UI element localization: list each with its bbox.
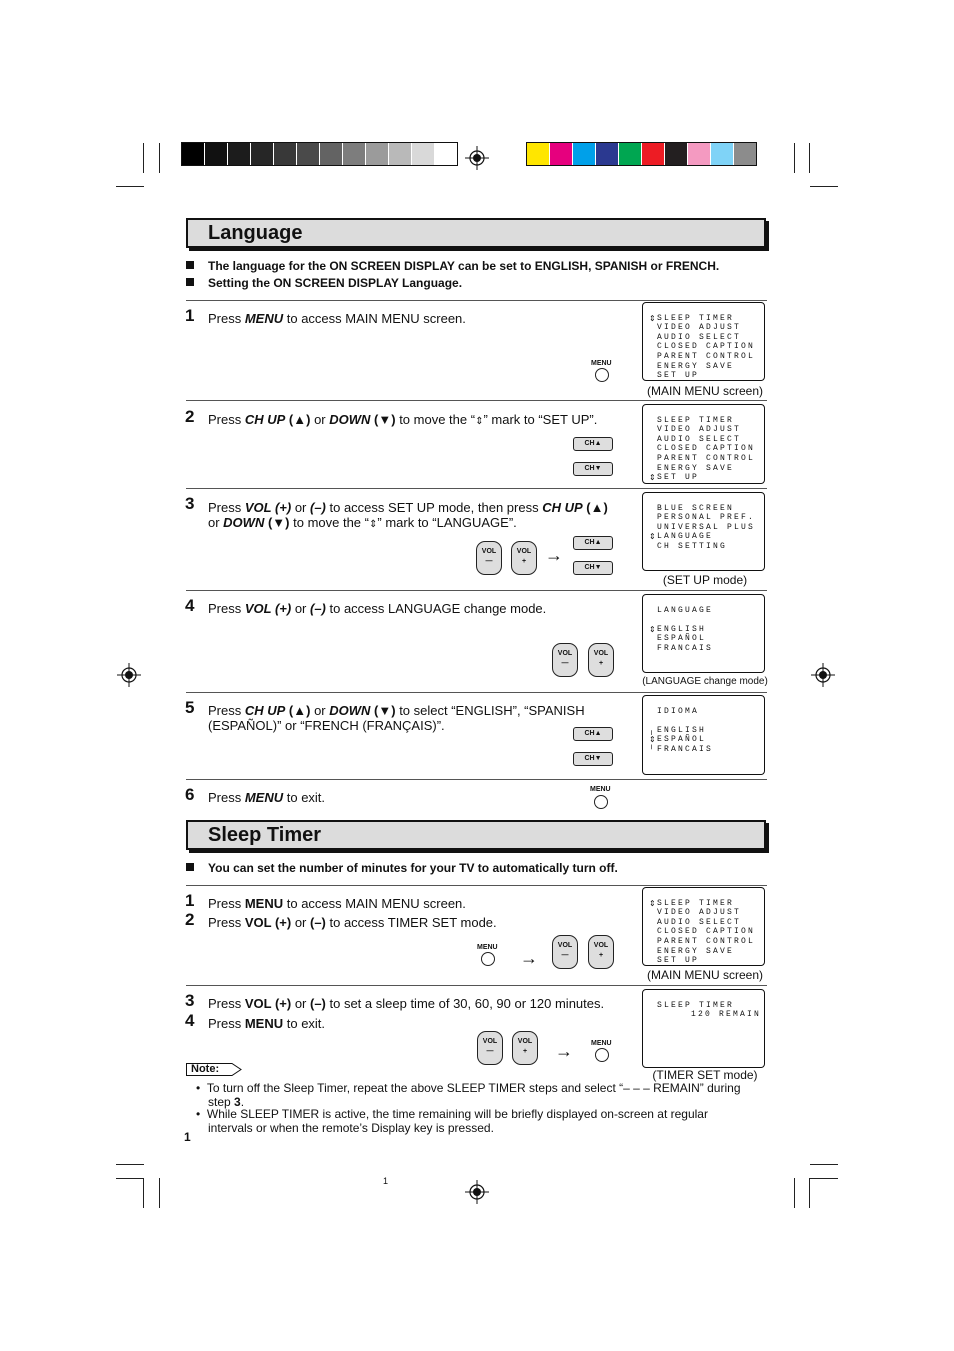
menu-button-label: MENU [590,786,611,793]
updown-mark-icon: ⇕ [649,899,656,908]
step-number: 3 [185,494,195,513]
gray-swatch-0 [182,143,205,165]
color-swatch-4 [619,143,642,165]
step-text: Press MENU to access MAIN MENU screen. [208,311,466,326]
step-text-line2: (ESPAÑOL)” or “FRENCH (FRANÇAIS)”. [208,718,445,733]
gray-swatch-10 [412,143,435,165]
divider [186,488,767,489]
menu-button[interactable] [481,952,495,966]
ch-down-button[interactable]: CH▼ [573,752,613,766]
language-change-screen: LANGUAGE ⇕ ENGLISH ESPAÑOL FRANCAIS [642,594,765,673]
screen-caption: (TIMER SET mode) [652,1068,758,1082]
step-number: 1 [185,306,195,325]
registration-mark-icon [465,146,489,170]
main-menu-screen-setup: SLEEP TIMER VIDEO ADJUST AUDIO SELECT CLOSED CAPTION PARENT CONTROL ENERGY SAVE ⇕ SET UP [642,404,765,484]
updown-mark-icon: ⇕ [649,735,656,744]
gray-swatch-8 [366,143,389,165]
gray-swatch-5 [297,143,320,165]
vol-plus-button[interactable]: VOL + [588,643,614,677]
note-label: Note: [191,1063,220,1075]
menu-button-label: MENU [591,1040,612,1047]
step-text: Press MENU to exit. [208,1016,326,1031]
updown-mark-icon: ⇕ [649,532,656,541]
arrow-icon: → [555,1041,573,1061]
step-number: 5 [185,698,195,717]
gray-swatch-6 [320,143,343,165]
screen-caption: (LANGUAGE change mode) [642,676,768,687]
menu-button[interactable] [594,795,608,809]
menu-button[interactable] [595,1048,609,1062]
color-swatch-7 [688,143,711,165]
ch-down-button[interactable]: CH▼ [573,462,613,476]
step-text: Press CH UP (▲) or DOWN (▼) to select “ENGLISH”, “SPANISH [208,703,585,718]
language-title: Language [208,222,303,244]
color-bar [526,142,757,166]
color-swatch-6 [665,143,688,165]
color-swatch-2 [573,143,596,165]
color-swatch-8 [711,143,734,165]
up-mark-icon: ╷ [649,726,654,735]
sleep-timer-section-header [186,820,766,850]
setup-mode-screen: BLUE SCREEN PERSONAL PREF. UNIVERSAL PLUS ⇕ LANGUAGE CH SETTING [642,492,765,571]
sleep-main-menu-screen: ⇕ SLEEP TIMER VIDEO ADJUST AUDIO SELECT CLOSED CAPTION PARENT CONTROL ENERGY SAVE SET UP [642,887,765,966]
footer-number: 1 [383,1176,389,1186]
gray-swatch-7 [343,143,366,165]
vol-minus-button[interactable]: VOL — [552,643,578,677]
note-item-2: • While SLEEP TIMER is active, the time remaining will be briefly displayed on-screen at regular [196,1107,708,1121]
step-number: 6 [185,785,195,804]
note-item-2-cont: intervals or when the remote’s Display key is pressed. [208,1121,494,1135]
language-bullet-1: The language for the ON SCREEN DISPLAY can be set to ENGLISH, SPANISH or FRENCH. [186,259,719,273]
step-text: Press MENU to exit. [208,790,326,805]
step-text: Press VOL (+) or (–) to access LANGUAGE change mode. [208,601,547,616]
divider [186,590,767,591]
divider [186,400,767,401]
vol-minus-button[interactable]: VOL — [477,1031,503,1065]
note-item-1-cont: step 3. [208,1095,245,1109]
updown-mark-icon: ⇕ [649,314,656,323]
ch-up-button[interactable]: CH▲ [573,727,613,741]
gray-swatch-11 [435,143,457,165]
registration-mark-icon [117,663,141,687]
step-number: 3 [185,991,195,1010]
menu-button[interactable] [595,368,609,382]
color-swatch-3 [596,143,619,165]
arrow-icon: → [545,545,563,565]
step-number: 4 [185,596,195,615]
step-number: 1 [185,891,195,910]
step-text: Press MENU to access MAIN MENU screen. [208,896,466,911]
color-swatch-0 [527,143,550,165]
idioma-screen: IDIOMA ╷ ENGLISH ⇕ ESPAÑOL ╵ FRANCAIS [642,695,765,775]
step-text: Press VOL (+) or (–) to set a sleep time of 30, 60, 90 or 120 minutes. [208,996,605,1011]
updown-mark-icon: ⇕ [649,625,656,634]
divider [186,985,767,986]
gray-swatch-3 [251,143,274,165]
vol-plus-button[interactable]: VOL + [511,541,537,575]
sleep-timer-title: Sleep Timer [208,824,322,846]
color-swatch-5 [642,143,665,165]
gray-swatch-4 [274,143,297,165]
vol-minus-button[interactable]: VOL — [552,935,578,969]
step-number: 2 [185,910,195,929]
vol-plus-button[interactable]: VOL + [512,1031,538,1065]
page-number: 1 [184,1130,191,1144]
menu-button-label: MENU [477,944,498,951]
language-bullet-2: Setting the ON SCREEN DISPLAY Language. [186,276,462,290]
step-text: Press VOL (+) or (–) to access SET UP mode, then press CH UP (▲) [208,500,608,515]
step-number: 2 [185,407,195,426]
grayscale-bar [181,142,458,166]
color-swatch-9 [734,143,756,165]
note-item-1: • To turn off the Sleep Timer, repeat the above SLEEP TIMER steps and select “– – – REMAIN” during [196,1081,741,1095]
gray-swatch-2 [228,143,251,165]
divider [186,885,767,886]
color-swatch-1 [550,143,573,165]
screen-caption: (MAIN MENU screen) [646,384,763,398]
ch-up-button[interactable]: CH▲ [573,536,613,550]
step-text-line2: or DOWN (▼) to move the “⇕” mark to “LANGUAGE”. [208,515,517,530]
down-mark-icon: ╵ [649,745,654,754]
updown-mark-icon: ⇕ [475,416,484,427]
registration-mark-icon [465,1180,489,1204]
divider [186,779,767,780]
step-number: 4 [185,1011,195,1030]
arrow-icon: → [520,948,538,968]
ch-up-button[interactable]: CH▲ [573,437,613,451]
divider [186,692,767,693]
main-menu-screen: ⇕ SLEEP TIMER VIDEO ADJUST AUDIO SELECT CLOSED CAPTION PARENT CONTROL ENERGY SAVE SET UP [642,302,765,381]
updown-mark-icon: ⇕ [368,519,378,530]
registration-mark-icon [811,663,835,687]
gray-swatch-1 [205,143,228,165]
menu-button-label: MENU [591,360,612,367]
screen-caption: (SET UP mode) [662,573,748,587]
screen-caption: (MAIN MENU screen) [646,968,763,982]
step-text: Press VOL (+) or (–) to access TIMER SET mode. [208,915,497,930]
updown-mark-icon: ⇕ [649,473,656,482]
vol-minus-button[interactable]: VOL — [476,541,502,575]
step-text: Press CH UP (▲) or DOWN (▼) to move the “⇕” mark to “SET UP”. [208,412,598,427]
sleep-bullet: You can set the number of minutes for your TV to automatically turn off. [186,861,618,875]
language-section-header [186,218,766,248]
gray-swatch-9 [389,143,412,165]
divider [186,300,767,301]
ch-down-button[interactable]: CH▼ [573,561,613,575]
timer-set-screen: SLEEP TIMER 120 REMAIN [642,989,765,1068]
vol-plus-button[interactable]: VOL + [588,935,614,969]
